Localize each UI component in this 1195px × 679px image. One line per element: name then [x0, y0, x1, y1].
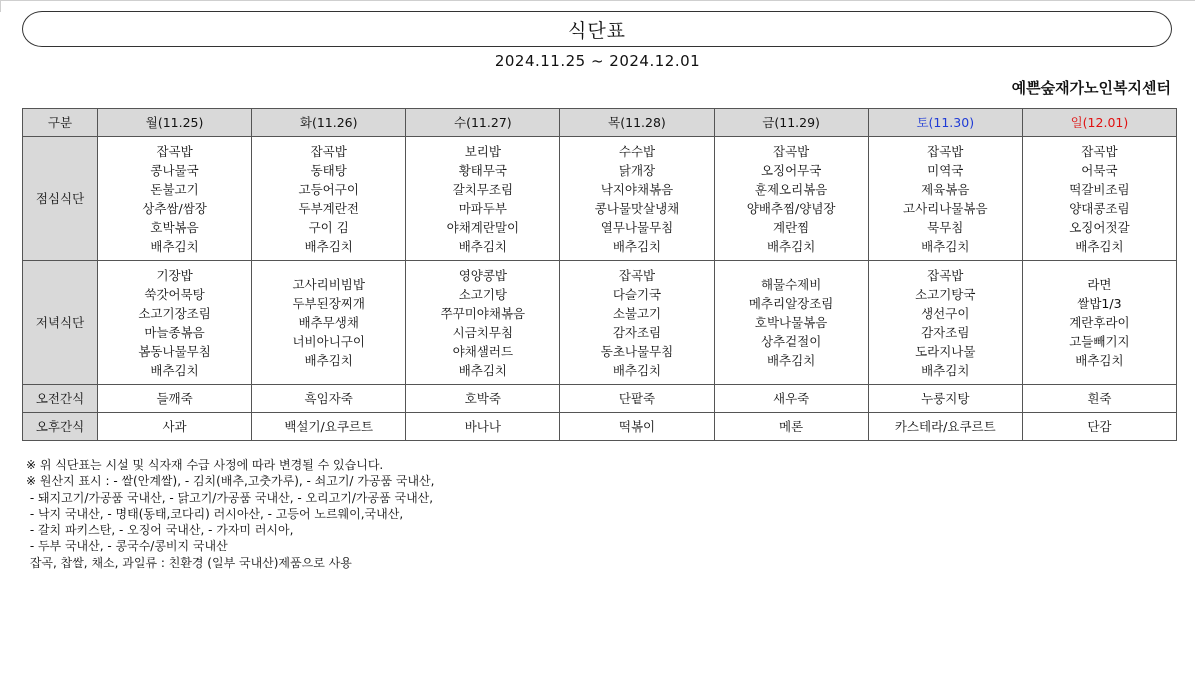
- menu-item: 황태무국: [458, 162, 507, 178]
- table-row-afternoon-snack: [23, 413, 1177, 441]
- menu-item: 갈치무조림: [452, 181, 514, 197]
- menu-item: 잡곡밥: [1081, 143, 1118, 159]
- menu-cell: [252, 137, 406, 261]
- menu-cell: [1022, 413, 1176, 441]
- menu-item: 해물수제비: [760, 277, 822, 292]
- menu-item: 사과: [162, 419, 187, 434]
- header-day-saturday: 토(11.30): [868, 109, 1022, 137]
- menu-item: 흑임자죽: [304, 391, 353, 406]
- menu-item: 양배추찜/양념장: [746, 200, 836, 216]
- header-day-sunday: 일(12.01): [1022, 109, 1176, 137]
- menu-cell: [98, 137, 252, 261]
- menu-item: 영양콩밥: [458, 267, 507, 283]
- top-border-line: [0, 0, 1195, 1]
- menu-item: 호박볶음: [150, 219, 199, 235]
- menu-item: 고사리비빔밥: [292, 277, 365, 292]
- menu-cell: [560, 261, 714, 385]
- menu-item: 배추김치: [612, 238, 662, 254]
- menu-item: 시금치무침: [452, 324, 514, 340]
- menu-item: 배추김치: [766, 238, 816, 254]
- menu-cell: [406, 413, 560, 441]
- menu-cell: [714, 137, 868, 261]
- menu-item: 배추김치: [766, 353, 816, 368]
- menu-cell: [1022, 385, 1176, 413]
- menu-item: 계란찜: [773, 219, 810, 235]
- menu-item: 콩나물맛살냉채: [594, 200, 680, 216]
- menu-cell: [714, 261, 868, 385]
- menu-item: 잡곡밥: [156, 143, 193, 159]
- menu-item: 돈불고기: [150, 181, 199, 197]
- menu-item: 배추김치: [458, 238, 507, 254]
- menu-item: 두부계란전: [298, 200, 359, 216]
- left-border-line: [0, 0, 1, 12]
- menu-cell: [868, 385, 1022, 413]
- note-line: - 두부 국내산, - 콩국수/콩비지 국내산: [26, 539, 228, 554]
- menu-cell: [560, 413, 714, 441]
- menu-item: 배추김치: [150, 362, 199, 378]
- header-day: 화(11.26): [252, 109, 406, 137]
- menu-item: 소불고기: [612, 305, 662, 321]
- menu-item: 봄동나물무침: [138, 343, 211, 359]
- menu-item: 배추김치: [150, 238, 199, 254]
- menu-cell: [252, 261, 406, 385]
- menu-item: 보리밥: [464, 143, 501, 159]
- date-range: 2024.11.25 ~ 2024.12.01: [494, 52, 701, 70]
- menu-item: 야채계란말이: [446, 219, 520, 235]
- menu-item: 묵무침: [927, 219, 964, 235]
- menu-item: 열무나물무침: [600, 219, 674, 235]
- menu-item: 떡갈비조림: [1069, 181, 1130, 197]
- row-label: 점심식단: [23, 137, 98, 261]
- row-label: 오전간식: [23, 385, 98, 413]
- menu-item: 오징어무국: [760, 162, 822, 178]
- menu-cell: [98, 413, 252, 441]
- table-row-dinner: [23, 261, 1177, 385]
- menu-item: 구이 김: [308, 219, 349, 235]
- menu-item: 메추리알장조림: [748, 296, 834, 311]
- menu-cell: [406, 137, 560, 261]
- menu-item: 배추김치: [612, 362, 662, 378]
- center-name: 예쁜숲재가노인복지센터: [1011, 79, 1171, 97]
- menu-item: 상추쌈/쌈장: [142, 200, 207, 216]
- menu-cell: [1022, 261, 1176, 385]
- menu-item: 백설기/요쿠르트: [284, 419, 374, 434]
- row-label: 저녁식단: [23, 261, 98, 385]
- menu-cell: [868, 413, 1022, 441]
- note-line: 잡곡, 찹쌀, 채소, 과일류 : 친환경 (일부 국내산)제품으로 사용: [26, 555, 352, 570]
- menu-item: 두부된장찌개: [292, 296, 365, 311]
- page-title: 식단표: [567, 19, 627, 42]
- menu-cell: [98, 261, 252, 385]
- menu-item: 메론: [779, 419, 804, 434]
- menu-item: 배추김치: [458, 362, 507, 378]
- title-banner: [22, 11, 1172, 47]
- note-line: - 돼지고기/가공품 국내산, - 닭고기/가공품 국내산, - 오리고기/가공품 국내산,: [26, 490, 434, 505]
- menu-item: 생선구이: [921, 305, 970, 321]
- menu-item: 배추김치: [304, 353, 353, 368]
- menu-item: 새우죽: [773, 391, 810, 406]
- menu-item: 수수밥: [618, 143, 656, 159]
- menu-item: 카스테라/요쿠르트: [894, 419, 996, 434]
- menu-item: 훈제오리볶음: [754, 181, 828, 197]
- menu-item: 배추무생채: [298, 315, 359, 330]
- row-label: 오후간식: [23, 413, 98, 441]
- menu-item: 마파두부: [458, 200, 507, 216]
- menu-item: 마늘종볶음: [144, 324, 205, 340]
- menu-item: 야채샐러드: [452, 343, 514, 359]
- menu-item: 호박나물볶음: [754, 315, 828, 330]
- menu-item: 잡곡밥: [618, 267, 656, 283]
- menu-item: 고들빼기지: [1069, 334, 1130, 349]
- menu-cell: [252, 385, 406, 413]
- menu-item: 도라지나물: [915, 343, 976, 359]
- menu-item: 누룽지탕: [921, 391, 970, 406]
- menu-item: 양대콩조림: [1069, 200, 1130, 216]
- menu-cell: [252, 413, 406, 441]
- menu-item: 라면: [1087, 277, 1112, 292]
- menu-item: 배추김치: [304, 238, 353, 254]
- menu-item: 잡곡밥: [310, 143, 347, 159]
- table-row-morning-snack: [23, 385, 1177, 413]
- menu-item: 잡곡밥: [927, 143, 964, 159]
- menu-item: 어묵국: [1081, 162, 1118, 178]
- menu-item: 잡곡밥: [927, 267, 964, 283]
- header-day: 월(11.25): [98, 109, 252, 137]
- menu-cell: [98, 385, 252, 413]
- header-day: 수(11.27): [406, 109, 560, 137]
- menu-item: 배추김치: [921, 362, 970, 378]
- menu-cell: [406, 385, 560, 413]
- header-day: 금(11.29): [714, 109, 868, 137]
- menu-item: 감자조림: [921, 324, 970, 340]
- menu-item: 잡곡밥: [773, 143, 810, 159]
- menu-cell: [868, 137, 1022, 261]
- menu-item: 다슬기국: [612, 286, 662, 302]
- menu-cell: [560, 137, 714, 261]
- menu-cell: [714, 385, 868, 413]
- menu-cell: [714, 413, 868, 441]
- menu-item: 상추겉절이: [760, 334, 822, 349]
- menu-item: 닭개장: [618, 162, 656, 178]
- header-day: 목(11.28): [560, 109, 714, 137]
- menu-item: 배추김치: [1075, 353, 1124, 368]
- menu-item: 고등어구이: [298, 181, 359, 197]
- menu-item: 제육볶음: [921, 181, 970, 197]
- table-header-row: [23, 109, 1177, 137]
- table-row-lunch: [23, 137, 1177, 261]
- menu-cell: [1022, 137, 1176, 261]
- menu-item: 바나나: [464, 419, 501, 434]
- note-line: - 갈치 파키스탄, - 오징어 국내산, - 가자미 러시아,: [26, 523, 294, 538]
- menu-item: 쌀밥1/3: [1077, 296, 1122, 311]
- menu-item: 동초나물무침: [600, 343, 674, 359]
- menu-item: 흰죽: [1087, 391, 1112, 406]
- menu-item: 낙지야채볶음: [600, 181, 674, 197]
- menu-item: 쑥갓어묵탕: [144, 286, 205, 302]
- menu-item: 감자조림: [612, 324, 662, 340]
- menu-item: 배추김치: [921, 238, 970, 254]
- menu-cell: [868, 261, 1022, 385]
- menu-item: 고사리나물볶음: [903, 200, 988, 216]
- menu-item: 콩나물국: [150, 162, 199, 178]
- menu-cell: [560, 385, 714, 413]
- menu-item: 동태탕: [310, 162, 347, 178]
- menu-item: 떡볶이: [618, 419, 656, 434]
- menu-item: 호박죽: [464, 391, 501, 406]
- menu-item: 오징어젓갈: [1069, 219, 1130, 235]
- note-line: - 낙지 국내산, - 명태(동태,코다리) 러시아산, - 고등어 노르웨이,국내산,: [26, 506, 404, 521]
- menu-item: 소고기탕: [458, 286, 507, 302]
- notes-section: [26, 457, 434, 571]
- header-corner: 구분: [23, 109, 98, 137]
- menu-item: 너비아니구이: [292, 334, 365, 349]
- menu-item: 들깨죽: [156, 391, 193, 406]
- menu-item: 단감: [1087, 419, 1112, 434]
- menu-item: 소고기탕국: [915, 286, 976, 302]
- menu-item: 쭈꾸미야채볶음: [440, 305, 526, 321]
- menu-item: 미역국: [927, 162, 964, 178]
- menu-item: 계란후라이: [1069, 315, 1130, 330]
- menu-item: 기장밥: [156, 267, 193, 283]
- menu-item: 단팥죽: [618, 391, 656, 406]
- menu-cell: [406, 261, 560, 385]
- menu-item: 소고기장조림: [138, 305, 211, 321]
- menu-table: [22, 108, 1177, 441]
- menu-item: 배추김치: [1075, 238, 1124, 254]
- note-line: ※ 위 식단표는 시설 및 식자재 수급 사정에 따라 변경될 수 있습니다.: [26, 458, 384, 472]
- note-line: ※ 원산지 표시 : - 쌀(안계쌀), - 김치(배추,고춧가루), - 쇠고기/ 가공품 국내산,: [26, 474, 435, 489]
